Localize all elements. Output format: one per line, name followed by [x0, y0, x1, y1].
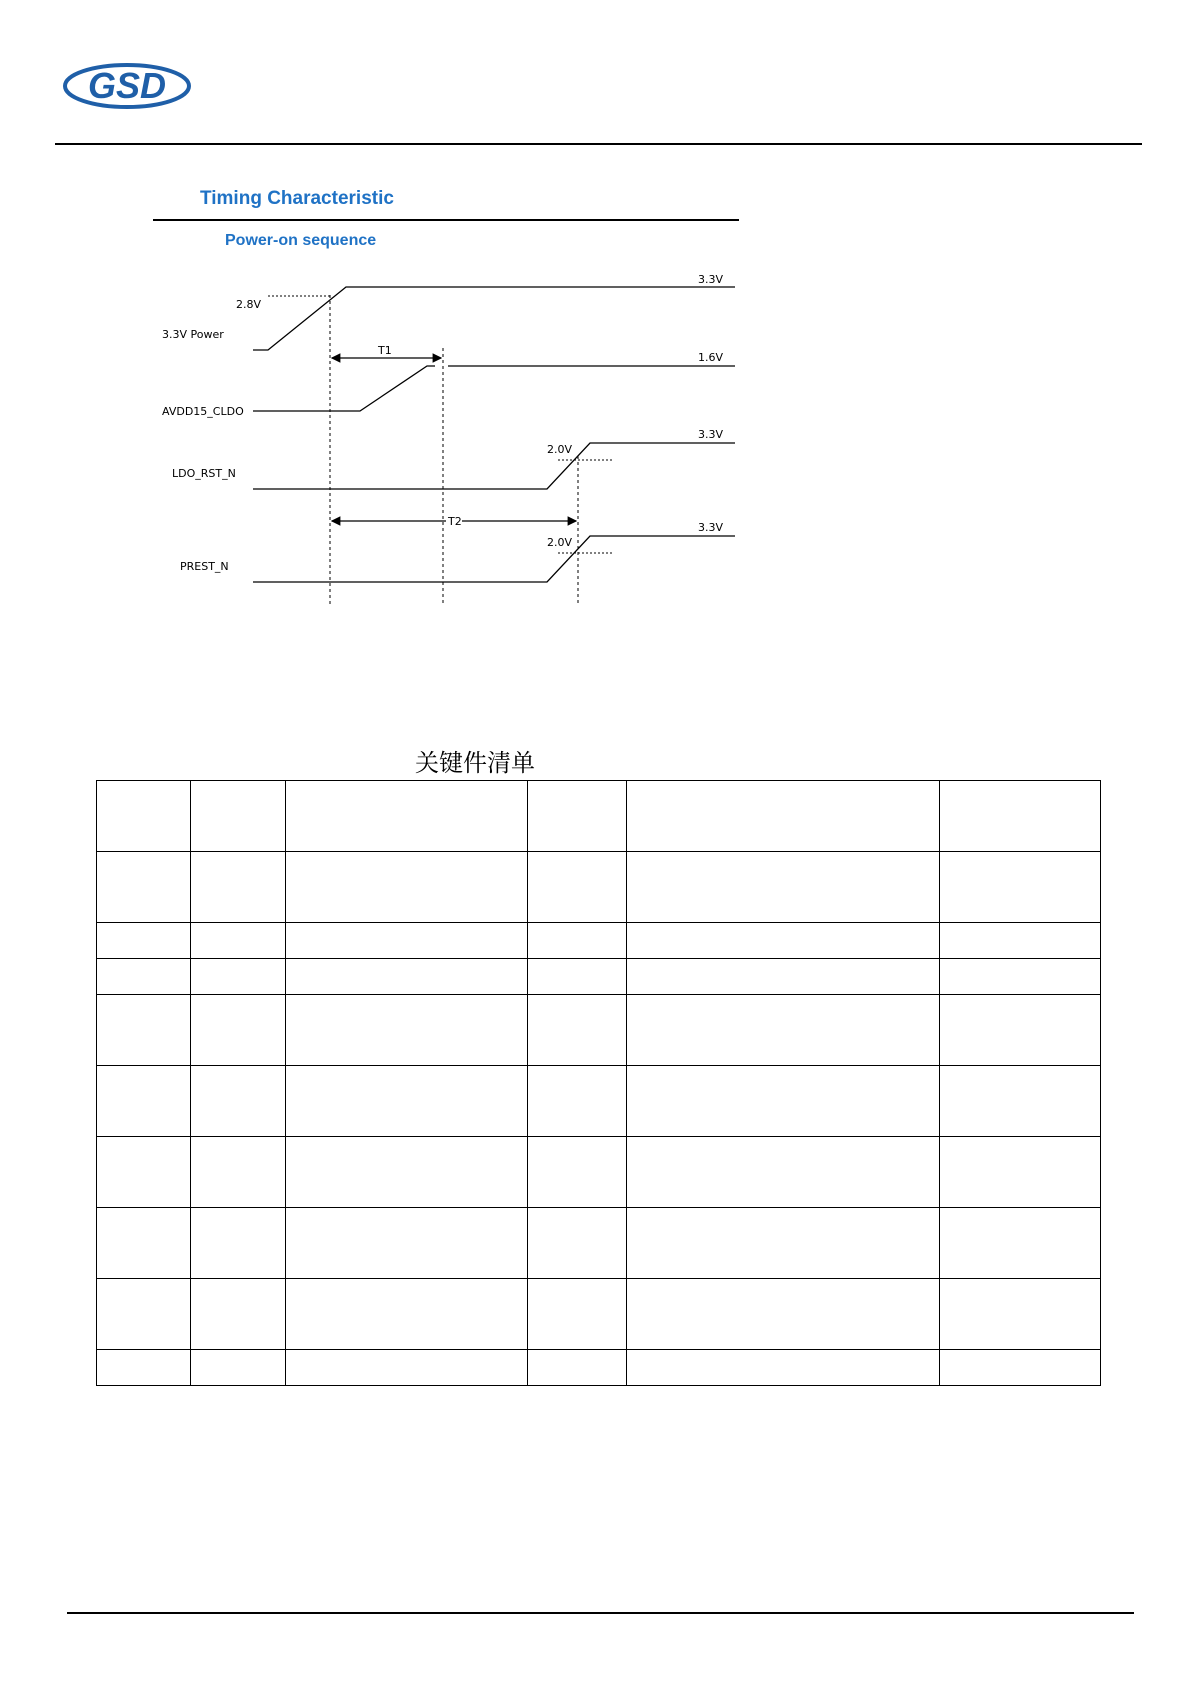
table-title: 关键件清单	[415, 749, 535, 777]
prest-high-label: 3.3V	[698, 521, 724, 534]
table-cell	[286, 995, 528, 1066]
table-row	[97, 1137, 1101, 1208]
table-cell	[528, 1066, 627, 1137]
avdd-waveform	[253, 366, 435, 411]
table-cell	[940, 923, 1101, 959]
section-rule	[153, 219, 739, 221]
table-cell	[191, 852, 286, 923]
table-cell	[528, 781, 627, 852]
prest-threshold-label: 2.0V	[547, 536, 573, 549]
table-cell	[528, 1350, 627, 1386]
table-cell	[286, 781, 528, 852]
table-cell	[286, 852, 528, 923]
table-cell	[627, 995, 940, 1066]
table-cell	[191, 1350, 286, 1386]
table-row	[97, 959, 1101, 995]
table-cell	[528, 995, 627, 1066]
t1-label: T1	[378, 344, 392, 357]
table-cell	[940, 1279, 1101, 1350]
table-cell	[627, 959, 940, 995]
table-cell	[627, 852, 940, 923]
table-cell	[97, 959, 191, 995]
table-cell	[97, 923, 191, 959]
prest-signal-label: PREST_N	[180, 560, 229, 573]
avdd-high-label: 1.6V	[698, 351, 724, 364]
table-cell	[528, 852, 627, 923]
table-row	[97, 923, 1101, 959]
table-cell	[97, 781, 191, 852]
table-cell	[191, 781, 286, 852]
table-cell	[286, 1137, 528, 1208]
ldo-threshold-label: 2.0V	[547, 443, 573, 456]
avdd-signal-label: AVDD15_CLDO	[162, 405, 244, 418]
table-cell	[191, 1137, 286, 1208]
table-cell	[940, 1137, 1101, 1208]
table-cell	[191, 1279, 286, 1350]
power-on-timing-diagram	[150, 260, 750, 610]
table-row	[97, 1066, 1101, 1137]
table-cell	[97, 1279, 191, 1350]
ldo-rst-waveform	[253, 443, 735, 489]
table-cell	[191, 995, 286, 1066]
gsd-logo	[62, 62, 192, 110]
header-rule	[55, 143, 1142, 145]
ldo-signal-label: LDO_RST_N	[172, 467, 236, 480]
table-row	[97, 995, 1101, 1066]
table-cell	[191, 1208, 286, 1279]
table-cell	[528, 959, 627, 995]
ldo-high-label: 3.3V	[698, 428, 724, 441]
table-row	[97, 1350, 1101, 1386]
logo-text: GSD	[87, 65, 167, 106]
table-row	[97, 852, 1101, 923]
table-cell	[627, 1137, 940, 1208]
table-cell	[940, 1350, 1101, 1386]
table-cell	[528, 923, 627, 959]
table-cell	[528, 1137, 627, 1208]
table-cell	[940, 995, 1101, 1066]
power-threshold-label: 2.8V	[236, 298, 262, 311]
power-high-label: 3.3V	[698, 273, 724, 286]
table-cell	[286, 1279, 528, 1350]
prest-waveform	[253, 536, 735, 582]
table-cell	[286, 923, 528, 959]
table-cell	[97, 1208, 191, 1279]
table-cell	[286, 959, 528, 995]
footer-rule	[67, 1612, 1134, 1614]
t2-label: T2	[448, 515, 462, 528]
table-cell	[97, 995, 191, 1066]
table-cell	[191, 1066, 286, 1137]
table-cell	[940, 852, 1101, 923]
table-cell	[191, 959, 286, 995]
section-subtitle: Power-on sequence	[225, 232, 377, 249]
table-cell	[627, 923, 940, 959]
table-cell	[286, 1208, 528, 1279]
table-cell	[627, 781, 940, 852]
key-components-table	[96, 780, 1101, 1386]
table-cell	[528, 1208, 627, 1279]
table-cell	[940, 1066, 1101, 1137]
power-signal-label: 3.3V Power	[162, 328, 224, 341]
table-cell	[940, 781, 1101, 852]
table-cell	[940, 1208, 1101, 1279]
table-cell	[627, 1066, 940, 1137]
table-cell	[940, 959, 1101, 995]
table-row	[97, 1279, 1101, 1350]
section-title: Timing Characteristic	[200, 188, 394, 209]
table-cell	[97, 1350, 191, 1386]
table-cell	[97, 1066, 191, 1137]
table-cell	[97, 1137, 191, 1208]
table-cell	[627, 1279, 940, 1350]
table-row	[97, 781, 1101, 852]
table-cell	[286, 1066, 528, 1137]
table-cell	[191, 923, 286, 959]
table-cell	[286, 1350, 528, 1386]
table-cell	[627, 1350, 940, 1386]
table-cell	[528, 1279, 627, 1350]
table-cell	[627, 1208, 940, 1279]
table-row	[97, 1208, 1101, 1279]
table-cell	[97, 852, 191, 923]
